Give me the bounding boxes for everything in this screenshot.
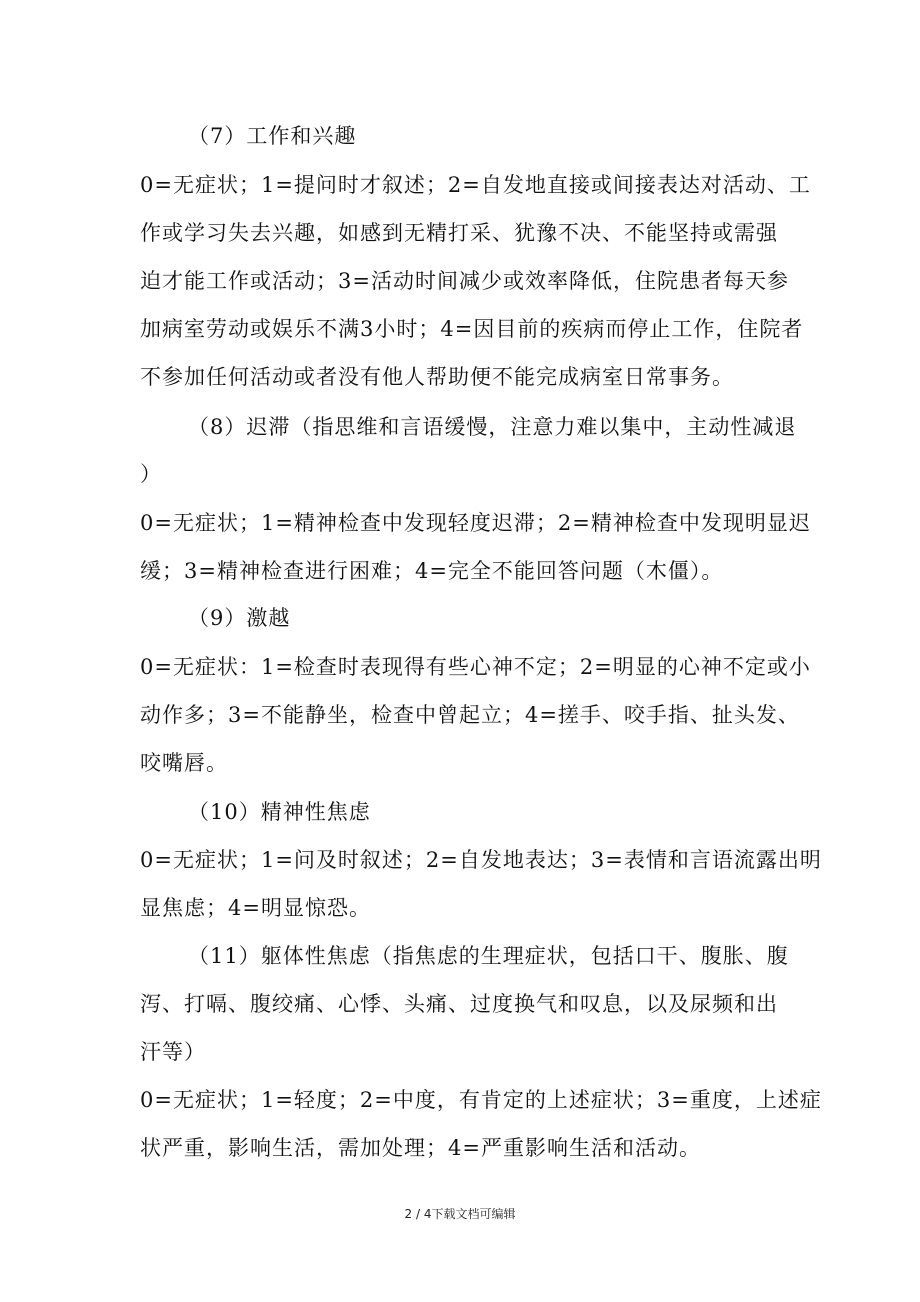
section-7-line-1: 0=无症状；1=提问时才叙述；2=自发地直接或间接表达对活动、工 [140,173,811,197]
section-9-line-2: 动作多；3=不能静坐，检查中曾起立；4=搓手、咬手指、扯头发、 [140,703,800,727]
section-heading-11-cont-2: 汗等） [140,1040,206,1064]
section-11-line-2: 状严重，影响生活，需加处理；4=严重影响生活和活动。 [140,1136,701,1160]
section-8-line-2: 缓；3=精神检查进行困难；4=完全不能回答问题（木僵）。 [140,559,724,583]
section-11-line-1: 0=无症状；1=轻度；2=中度，有肯定的上述症状；3=重度，上述症 [140,1088,822,1112]
section-9-line-3: 咬嘴唇。 [140,751,228,775]
section-7-line-3: 迫才能工作或活动；3=活动时间减少或效率降低，住院患者每天参 [140,269,789,293]
section-7-line-5: 不参加任何活动或者没有他人帮助便不能完成病室日常事务。 [140,365,734,389]
section-7-line-4: 加病室劳动或娱乐不满3小时；4=因目前的疾病而停止工作，住院者 [140,317,804,341]
section-heading-8: （8）迟滞（指思维和言语缓慢，注意力难以集中，主动性减退 [188,415,797,439]
section-10-line-1: 0=无症状；1=问及时叙述；2=自发地表达；3=表情和言语流露出明 [140,848,822,872]
section-heading-10: （10）精神性焦虑 [188,800,371,824]
section-heading-11: （11）躯体性焦虑（指焦虑的生理症状，包括口干、腹胀、腹 [188,944,789,968]
section-7-line-2: 作或学习失去兴趣，如感到无精打采、犹豫不决、不能坚持或需强 [140,221,778,245]
section-10-line-2: 显焦虑；4=明显惊恐。 [140,896,371,920]
section-heading-9: （9）激越 [188,606,291,630]
section-heading-8-cont: ） [140,462,162,486]
page-footer: 2 / 4下载文档可编辑 [404,1207,516,1221]
section-heading-11-cont-1: 泻、打嗝、腹绞痛、心悸、头痛、过度换气和叹息，以及尿频和出 [140,992,778,1016]
section-9-line-1: 0=无症状：1=检查时表现得有些心神不定；2=明显的心神不定或小 [140,655,811,679]
section-8-line-1: 0=无症状；1=精神检查中发现轻度迟滞；2=精神检查中发现明显迟 [140,511,811,535]
section-heading-7: （7）工作和兴趣 [188,124,357,148]
